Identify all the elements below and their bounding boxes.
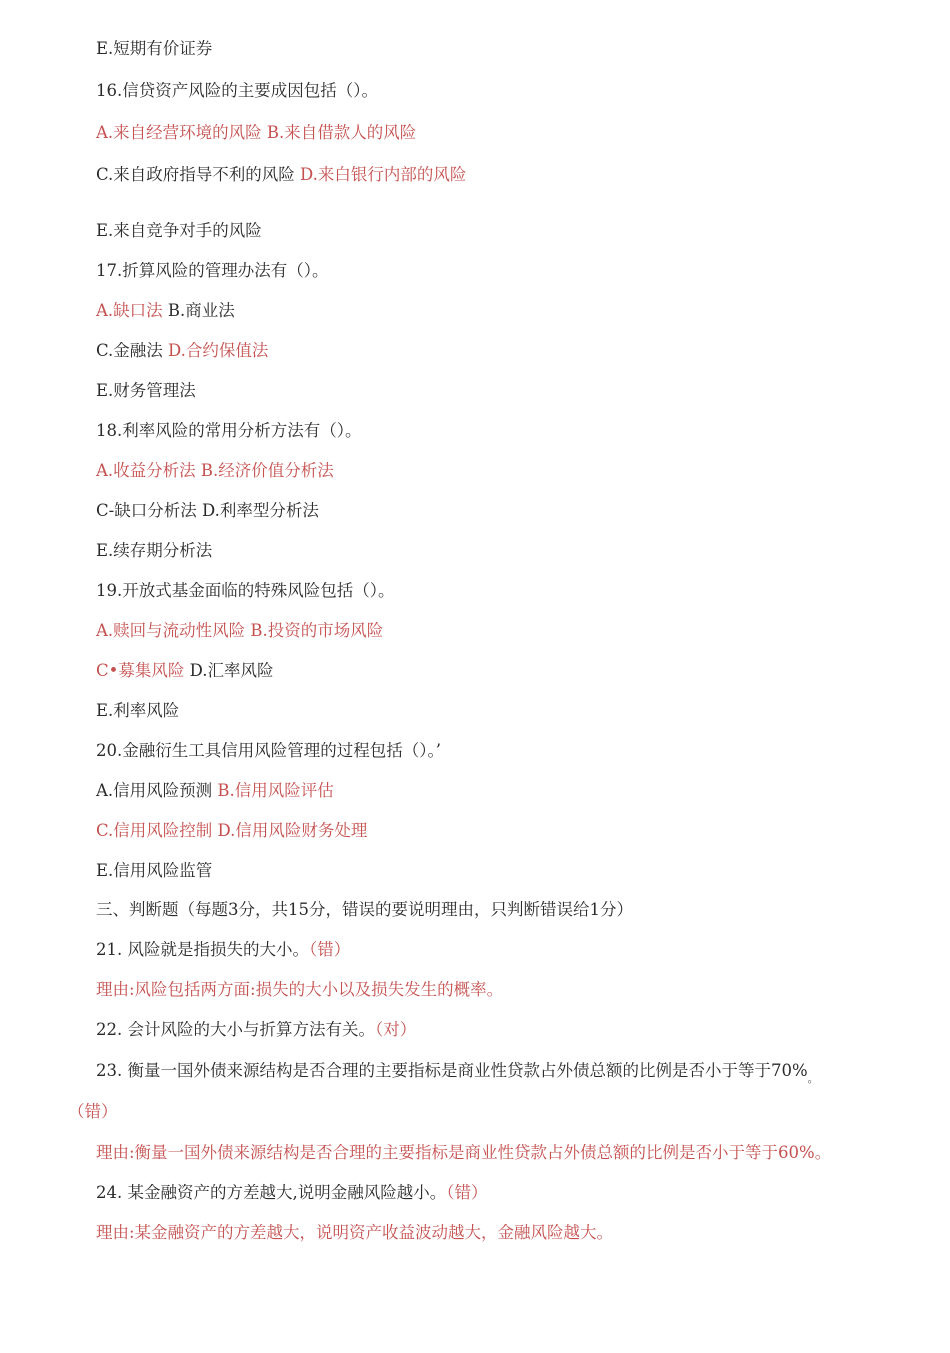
judgment-question [96, 1182, 487, 1204]
question-text: 23. 衡量一国外债来源结构是否合理的主要指标是商业性贷款占外债总额的比例是否小于等于70% [96, 1061, 808, 1080]
answer-text: B.信用风险评估 [217, 781, 334, 800]
question-line: 19.开放式基金面临的特殊风险包括（）。 [96, 581, 395, 600]
option-line [96, 164, 466, 186]
question-line: 20.金融衍生工具信用风险管理的过程包括（）。’ [96, 741, 441, 760]
option-line [96, 340, 268, 362]
reason-line: 理由:风险包括两方面:损失的大小以及损失发生的概率。 [96, 980, 504, 999]
option-text: C.来自政府指导不利的风险 [96, 165, 301, 184]
judgment-question [96, 939, 350, 961]
answer-line: A.收益分析法 B.经济价值分析法 [96, 461, 334, 480]
question-line: 17.折算风险的管理办法有（）。 [96, 261, 329, 280]
answer-text: D.合约保值法 [168, 341, 269, 360]
answer-text: C•募集风险 [96, 661, 190, 680]
option-text: D.汇率风险 [189, 661, 274, 680]
answer-line: C.信用风险控制 D.信用风险财务处理 [96, 821, 368, 840]
verdict-text: （对） [375, 1020, 417, 1039]
option-text: C.金融法 [96, 341, 169, 360]
answer-line: A.来自经营环境的风险 B.来自借款人的风险 [96, 123, 417, 142]
option-line: E.来自竞争对手的风险 [96, 221, 262, 240]
option-line: E.利率风险 [96, 701, 180, 720]
question-text: 21. 风险就是指损失的大小。 [96, 940, 309, 959]
option-text: B.商业法 [167, 301, 235, 320]
option-line [96, 300, 235, 322]
trailing-mark: 。 [807, 1072, 819, 1085]
question-line: 18.利率风险的常用分析方法有（）。 [96, 421, 362, 440]
option-line: E.短期有价证券 [96, 39, 213, 58]
option-line [96, 660, 274, 682]
option-text: A.信用风险预测 [96, 781, 218, 800]
judgment-question [96, 1019, 416, 1041]
question-text: 24. 某金融资产的方差越大,说明金融风险越小。 [96, 1183, 447, 1202]
verdict-line: （错） [68, 1102, 118, 1121]
option-line [96, 780, 334, 802]
answer-line: A.赎回与流动性风险 B.投资的市场风险 [96, 621, 384, 640]
answer-text: A.缺口法 [96, 301, 168, 320]
option-line: E.信用风险监管 [96, 861, 213, 880]
option-line: E.财务管理法 [96, 381, 196, 400]
verdict-text: （错） [446, 1183, 488, 1202]
section-heading: 三、判断题（每题3分，共15分，错误的要说明理由，只判断错误给1分） [96, 900, 633, 919]
answer-text: D.来白银行内部的风险 [300, 165, 467, 184]
option-line: C-缺口分析法 D.利率型分析法 [96, 501, 319, 520]
question-line: 16.信贷资产风险的主要成因包括（）。 [96, 81, 378, 100]
verdict-text: （错） [309, 940, 351, 959]
judgment-question [96, 1060, 819, 1084]
reason-line: 理由:衡量一国外债来源结构是否合理的主要指标是商业性贷款占外债总额的比例是否小于等于60%。 [96, 1143, 832, 1162]
option-line: E.续存期分析法 [96, 541, 213, 560]
question-text: 22. 会计风险的大小与折算方法有关。 [96, 1020, 375, 1039]
reason-line: 理由:某金融资产的方差越大，说明资产收益波动越大，金融风险越大。 [96, 1223, 614, 1242]
